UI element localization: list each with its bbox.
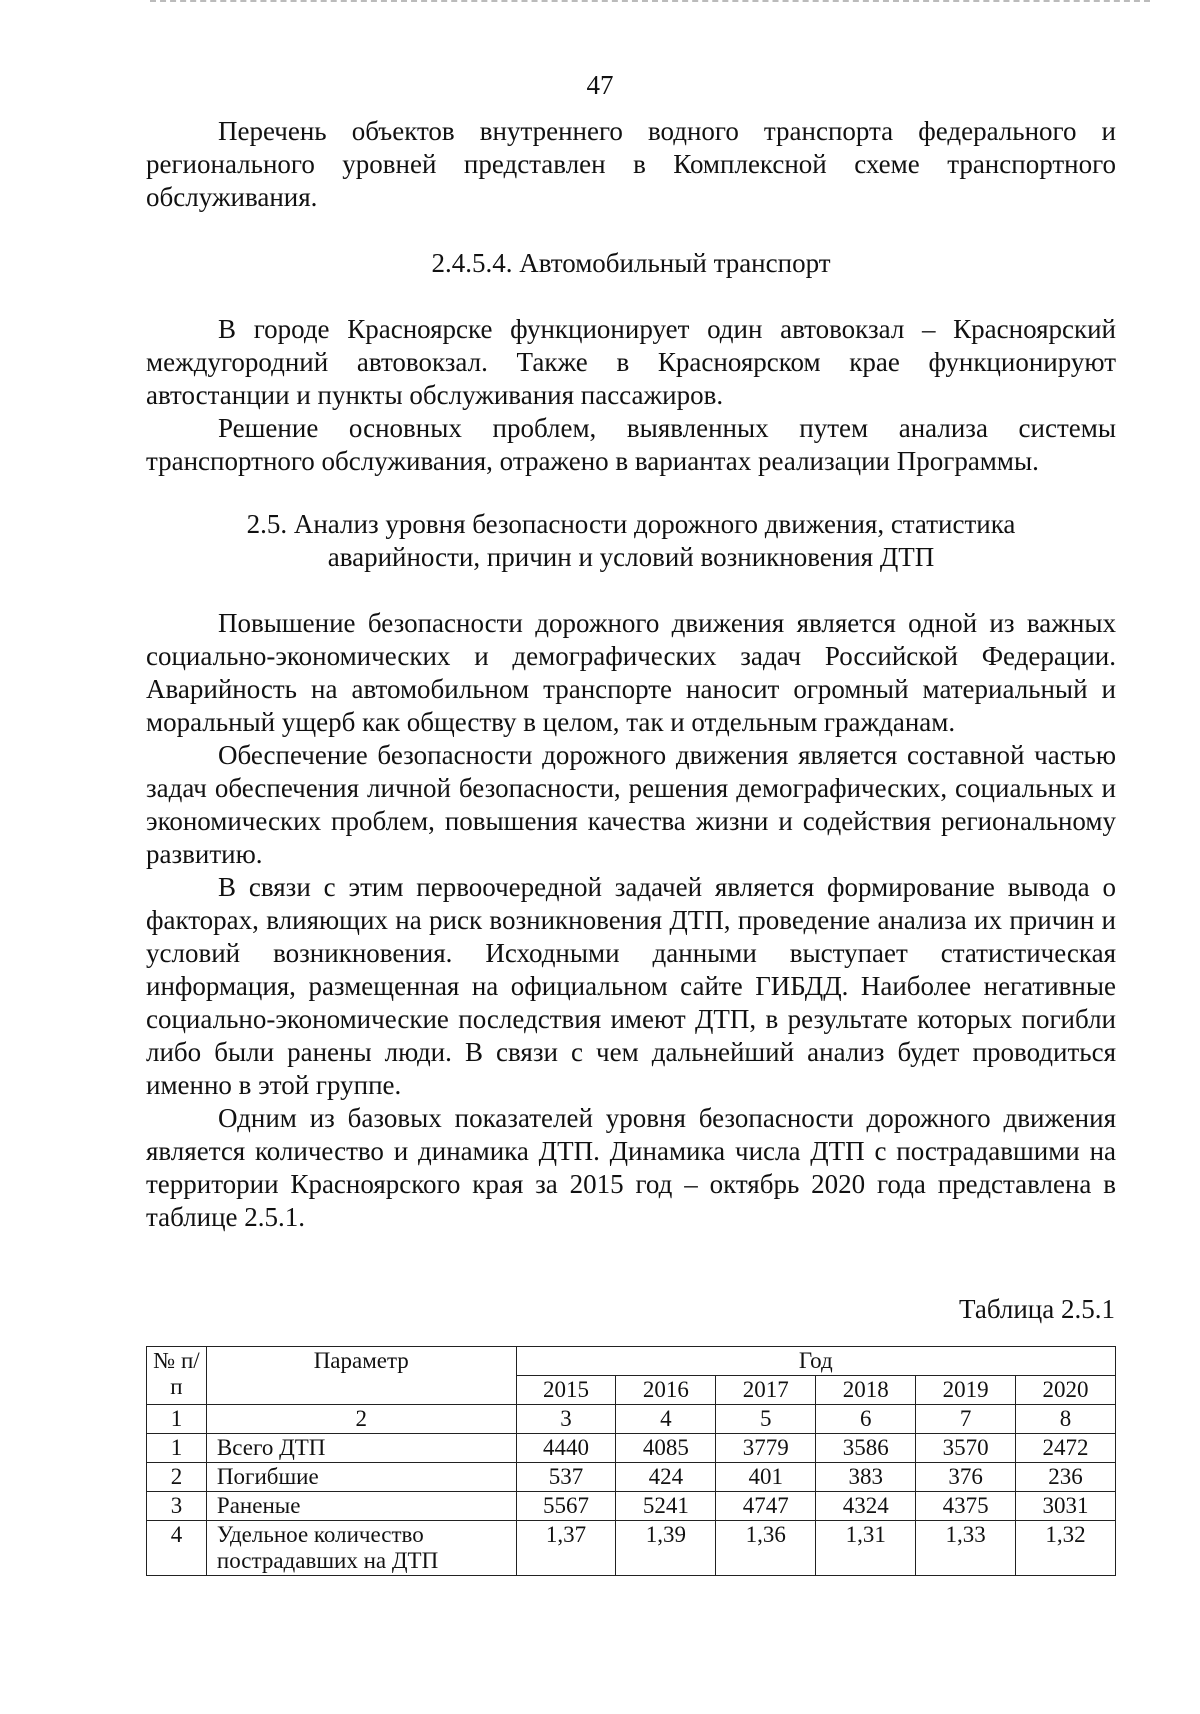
year-cell: 2020 — [1016, 1376, 1116, 1405]
column-number-cell: 1 — [147, 1405, 207, 1434]
page-number: 47 — [586, 70, 614, 100]
year-cell: 2019 — [916, 1376, 1016, 1405]
paragraph-safety-2: Обеспечение безопасности дорожного движения является составной частью задач обеспечения личной безопасности, решения демографических, социальных и экономических проблем, повышения качества жизни и содействия региональному развитию. — [146, 740, 1116, 869]
header-parameter: Параметр — [206, 1347, 516, 1405]
column-number-cell: 4 — [616, 1405, 716, 1434]
value-cell: 424 — [616, 1463, 716, 1492]
value-cell: 5241 — [616, 1492, 716, 1521]
heading-road-safety-line2: аварийности, причин и условий возникновения ДТП — [327, 542, 935, 572]
value-cell: 376 — [916, 1463, 1016, 1492]
table-header-row — [147, 1347, 1116, 1376]
value-cell: 4324 — [816, 1492, 916, 1521]
year-cell: 2017 — [716, 1376, 816, 1405]
row-number: 4 — [147, 1521, 207, 1576]
column-number-cell: 2 — [206, 1405, 516, 1434]
table-column-numbers-row — [147, 1405, 1116, 1434]
row-number: 3 — [147, 1492, 207, 1521]
intro-paragraph-block — [146, 115, 1116, 214]
column-number-cell: 5 — [716, 1405, 816, 1434]
column-number-cell: 8 — [1016, 1405, 1116, 1434]
column-number-cell: 7 — [916, 1405, 1016, 1434]
row-parameter: Всего ДТП — [206, 1434, 516, 1463]
value-cell: 401 — [716, 1463, 816, 1492]
value-cell: 1,31 — [816, 1521, 916, 1576]
row-number: 2 — [147, 1463, 207, 1492]
table-row — [147, 1434, 1116, 1463]
column-number-cell: 3 — [516, 1405, 616, 1434]
header-year: Год — [516, 1347, 1115, 1376]
value-cell: 236 — [1016, 1463, 1116, 1492]
paragraph-safety-4: Одним из базовых показателей уровня безопасности дорожного движения является количество и динамика ДТП. Динамика числа ДТП с пострадавшими на территории Красноярского края за 2015 год – октябрь 2020 года представлена в таблице 2.5.1. — [146, 1103, 1116, 1232]
paragraph-safety-3: В связи с этим первоочередной задачей является формирование вывода о факторах, влияющих на риск возникновения ДТП, проведение анализа их причин и условий возникновения. Исходными данными выступает статистическая информация, размещенная на официальном сайте ГИБДД. Наиболее негативные социально-экономические последствия имеют ДТП, в результате которых погибли либо были ранены люди. В связи с чем дальнейший анализ будет проводиться именно в этой группе. — [146, 872, 1116, 1100]
value-cell: 4375 — [916, 1492, 1016, 1521]
column-number-cell: 6 — [816, 1405, 916, 1434]
row-number: 1 — [147, 1434, 207, 1463]
table-caption: Таблица 2.5.1 — [959, 1294, 1115, 1324]
year-cell: 2015 — [516, 1376, 616, 1405]
paragraph-auto-2: Решение основных проблем, выявленных путем анализа системы транспортного обслуживания, отражено в вариантах реализации Программы. — [146, 413, 1116, 476]
value-cell: 1,39 — [616, 1521, 716, 1576]
scan-edge-line — [150, 0, 1150, 4]
paragraph-intro: Перечень объектов внутреннего водного транспорта федерального и регионального уровней представлен в Комплексной схеме транспортного обслуживания. — [146, 116, 1116, 212]
safety-paragraphs — [146, 607, 1116, 1234]
table-row — [147, 1521, 1116, 1576]
value-cell: 1,36 — [716, 1521, 816, 1576]
automobile-paragraphs — [146, 313, 1116, 478]
value-cell: 1,33 — [916, 1521, 1016, 1576]
value-cell: 537 — [516, 1463, 616, 1492]
value-cell: 1,37 — [516, 1521, 616, 1576]
heading-automobile-transport: 2.4.5.4. Автомобильный транспорт — [431, 248, 831, 278]
value-cell: 4747 — [716, 1492, 816, 1521]
value-cell: 3586 — [816, 1434, 916, 1463]
paragraph-auto-1: В городе Красноярске функционирует один автовокзал – Красноярский междугородний автовокзал. Также в Красноярском крае функционируют автостанции и пункты обслуживания пассажиров. — [146, 314, 1116, 410]
value-cell: 4085 — [616, 1434, 716, 1463]
row-parameter: Раненые — [206, 1492, 516, 1521]
year-cell: 2018 — [816, 1376, 916, 1405]
header-number: № п/п — [147, 1347, 207, 1405]
table-row — [147, 1492, 1116, 1521]
value-cell: 5567 — [516, 1492, 616, 1521]
paragraph-safety-1: Повышение безопасности дорожного движения является одной из важных социально-экономических и демографических задач Российской Федерации. Аварийность на автомобильном транспорте наносит огромный материальный и моральный ущерб как обществу в целом, так и отдельным гражданам. — [146, 608, 1116, 737]
heading-road-safety-line1: 2.5. Анализ уровня безопасности дорожного движения, статистика — [246, 509, 1016, 539]
value-cell: 4440 — [516, 1434, 616, 1463]
value-cell: 1,32 — [1016, 1521, 1116, 1576]
row-parameter: Удельное количество пострадавших на ДТП — [206, 1521, 516, 1576]
table-row — [147, 1463, 1116, 1492]
row-parameter: Погибшие — [206, 1463, 516, 1492]
value-cell: 3570 — [916, 1434, 1016, 1463]
value-cell: 2472 — [1016, 1434, 1116, 1463]
value-cell: 3779 — [716, 1434, 816, 1463]
heading-road-safety — [146, 508, 1116, 574]
value-cell: 3031 — [1016, 1492, 1116, 1521]
year-cell: 2016 — [616, 1376, 716, 1405]
value-cell: 383 — [816, 1463, 916, 1492]
accident-statistics-table — [146, 1346, 1116, 1576]
